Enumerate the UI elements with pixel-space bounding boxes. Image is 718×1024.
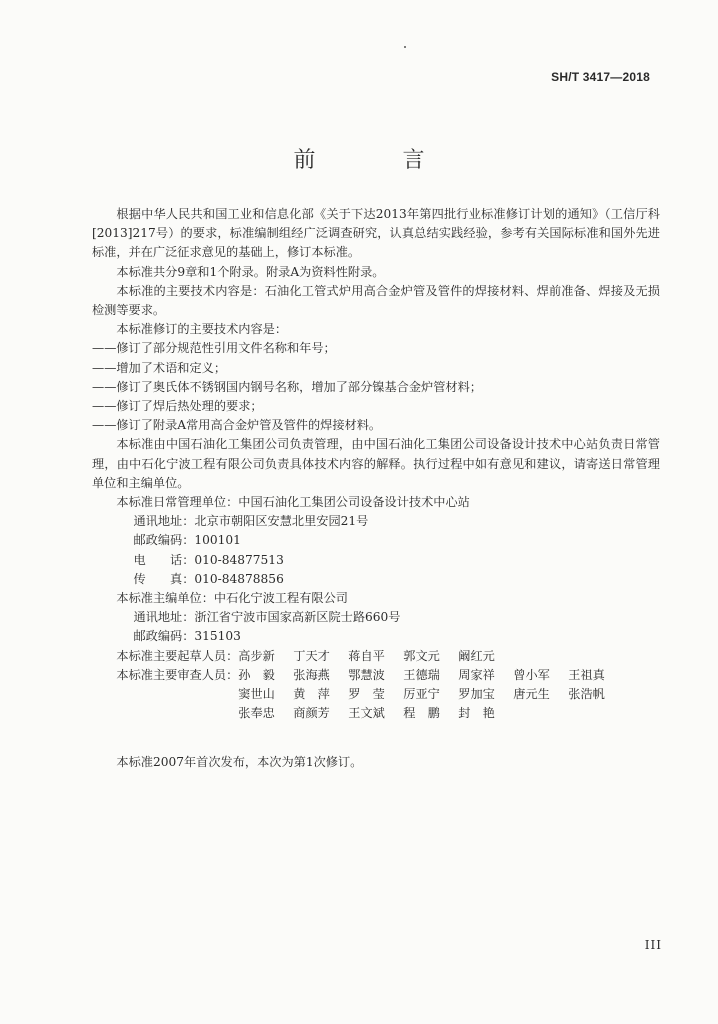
reviewer-name: 厉亚宁 [403, 687, 440, 702]
chief-editor-postcode: 邮政编码：315103 [133, 629, 241, 644]
page-number: III [644, 938, 662, 952]
reviewer-name: 罗 莹 [348, 687, 385, 702]
daily-management-postcode: 邮政编码：100101 [133, 533, 241, 548]
drafter-name: 郭文元 [403, 648, 440, 663]
revision-item: ——修订了部分规范性引用文件名称和年号； [92, 341, 336, 356]
reviewers-names [238, 666, 660, 724]
reviewer-name: 封 艳 [458, 706, 495, 721]
revision-item: ——修订了附录A常用高合金炉管及管件的焊接材料。 [92, 418, 382, 433]
daily-management-fax: 传 真：010-84878856 [133, 571, 284, 586]
drafter-name: 高步新 [238, 648, 275, 663]
drafters [92, 647, 660, 666]
reviewer-name: 张浩帆 [568, 687, 605, 702]
paragraph-main-content: 本标准的主要技术内容是：石油化工管式炉用高合金炉管及管件的焊接材料、焊前准备、焊接及无损检测等要求。 [92, 283, 660, 318]
revision-item: ——修订了奥氏体不锈钢国内钢号名称，增加了部分镍基合金炉管材料； [92, 379, 482, 394]
drafter-name: 蒋自平 [348, 648, 385, 663]
reviewer-name: 王文斌 [348, 706, 385, 721]
daily-management-unit [92, 493, 660, 589]
page-title: 前 言 [293, 148, 465, 173]
reviewer-name: 唐元生 [513, 687, 550, 702]
reviewer-name: 程 鹏 [403, 706, 440, 721]
revision-item: ——修订了焊后热处理的要求； [92, 399, 263, 414]
reviewers-label: 本标准主要审查人员： [116, 667, 239, 682]
reviewer-name: 王德瑞 [403, 667, 440, 682]
reviewers [92, 666, 660, 724]
daily-management-label: 本标准日常管理单位：中国石油化工集团公司设备设计技术中心站 [116, 495, 470, 510]
reviewer-name: 鄂慧波 [348, 667, 385, 682]
reviewer-name: 张奉忠 [238, 706, 275, 721]
paragraph-structure: 本标准共分9章和1个附录。附录A为资料性附录。 [116, 264, 385, 279]
reviewer-name: 曾小军 [513, 667, 550, 682]
drafters-names [238, 647, 660, 666]
reviewer-name: 周家祥 [458, 667, 495, 682]
paragraph-basis: 根据中华人民共和国工业和信息化部《关于下达2013年第四批行业标准修订计划的通知》（工信厅科[2013]217号）的要求，标准编制组经广泛调查研究，认真总结实践经验，参考有关国际标准和国外先进标准，并在广泛征求意见的基础上，修订本标准。 [92, 207, 660, 260]
drafters-label: 本标准主要起草人员： [116, 648, 239, 663]
foreword-body [92, 205, 660, 773]
chief-editor-unit [92, 589, 660, 647]
reviewer-name: 王祖真 [568, 667, 605, 682]
reviewer-name: 窦世山 [238, 687, 275, 702]
reviewer-name: 商颜芳 [293, 706, 330, 721]
drafter-name: 阚红元 [458, 648, 495, 663]
paragraph-revision-intro: 本标准修订的主要技术内容是： [116, 322, 288, 337]
history-note: 本标准2007年首次发布，本次为第1次修订。 [116, 755, 363, 770]
revision-item: ——增加了术语和定义； [92, 360, 227, 375]
daily-management-address: 通讯地址：北京市朝阳区安慧北里安园21号 [133, 514, 369, 529]
reviewer-name: 张海燕 [293, 667, 330, 682]
reviewer-name: 罗加宝 [458, 687, 495, 702]
reviewer-name: 孙 毅 [238, 667, 275, 682]
standard-number: SH/T 3417—2018 [551, 70, 650, 84]
scan-speck [404, 46, 406, 48]
drafter-name: 丁天才 [293, 648, 330, 663]
chief-editor-label: 本标准主编单位：中石化宁波工程有限公司 [116, 591, 348, 606]
chief-editor-address: 通讯地址：浙江省宁波市国家高新区院士路660号 [133, 610, 401, 625]
reviewer-name: 黄 萍 [293, 687, 330, 702]
daily-management-phone: 电 话：010-84877513 [133, 552, 284, 567]
paragraph-management: 本标准由中国石油化工集团公司负责管理，由中国石油化工集团公司设备设计技术中心站负责日常管理，由中石化宁波工程有限公司负责具体技术内容的解释。执行过程中如有意见和建议，请寄送日常管理单位和主编单位。 [92, 437, 660, 490]
